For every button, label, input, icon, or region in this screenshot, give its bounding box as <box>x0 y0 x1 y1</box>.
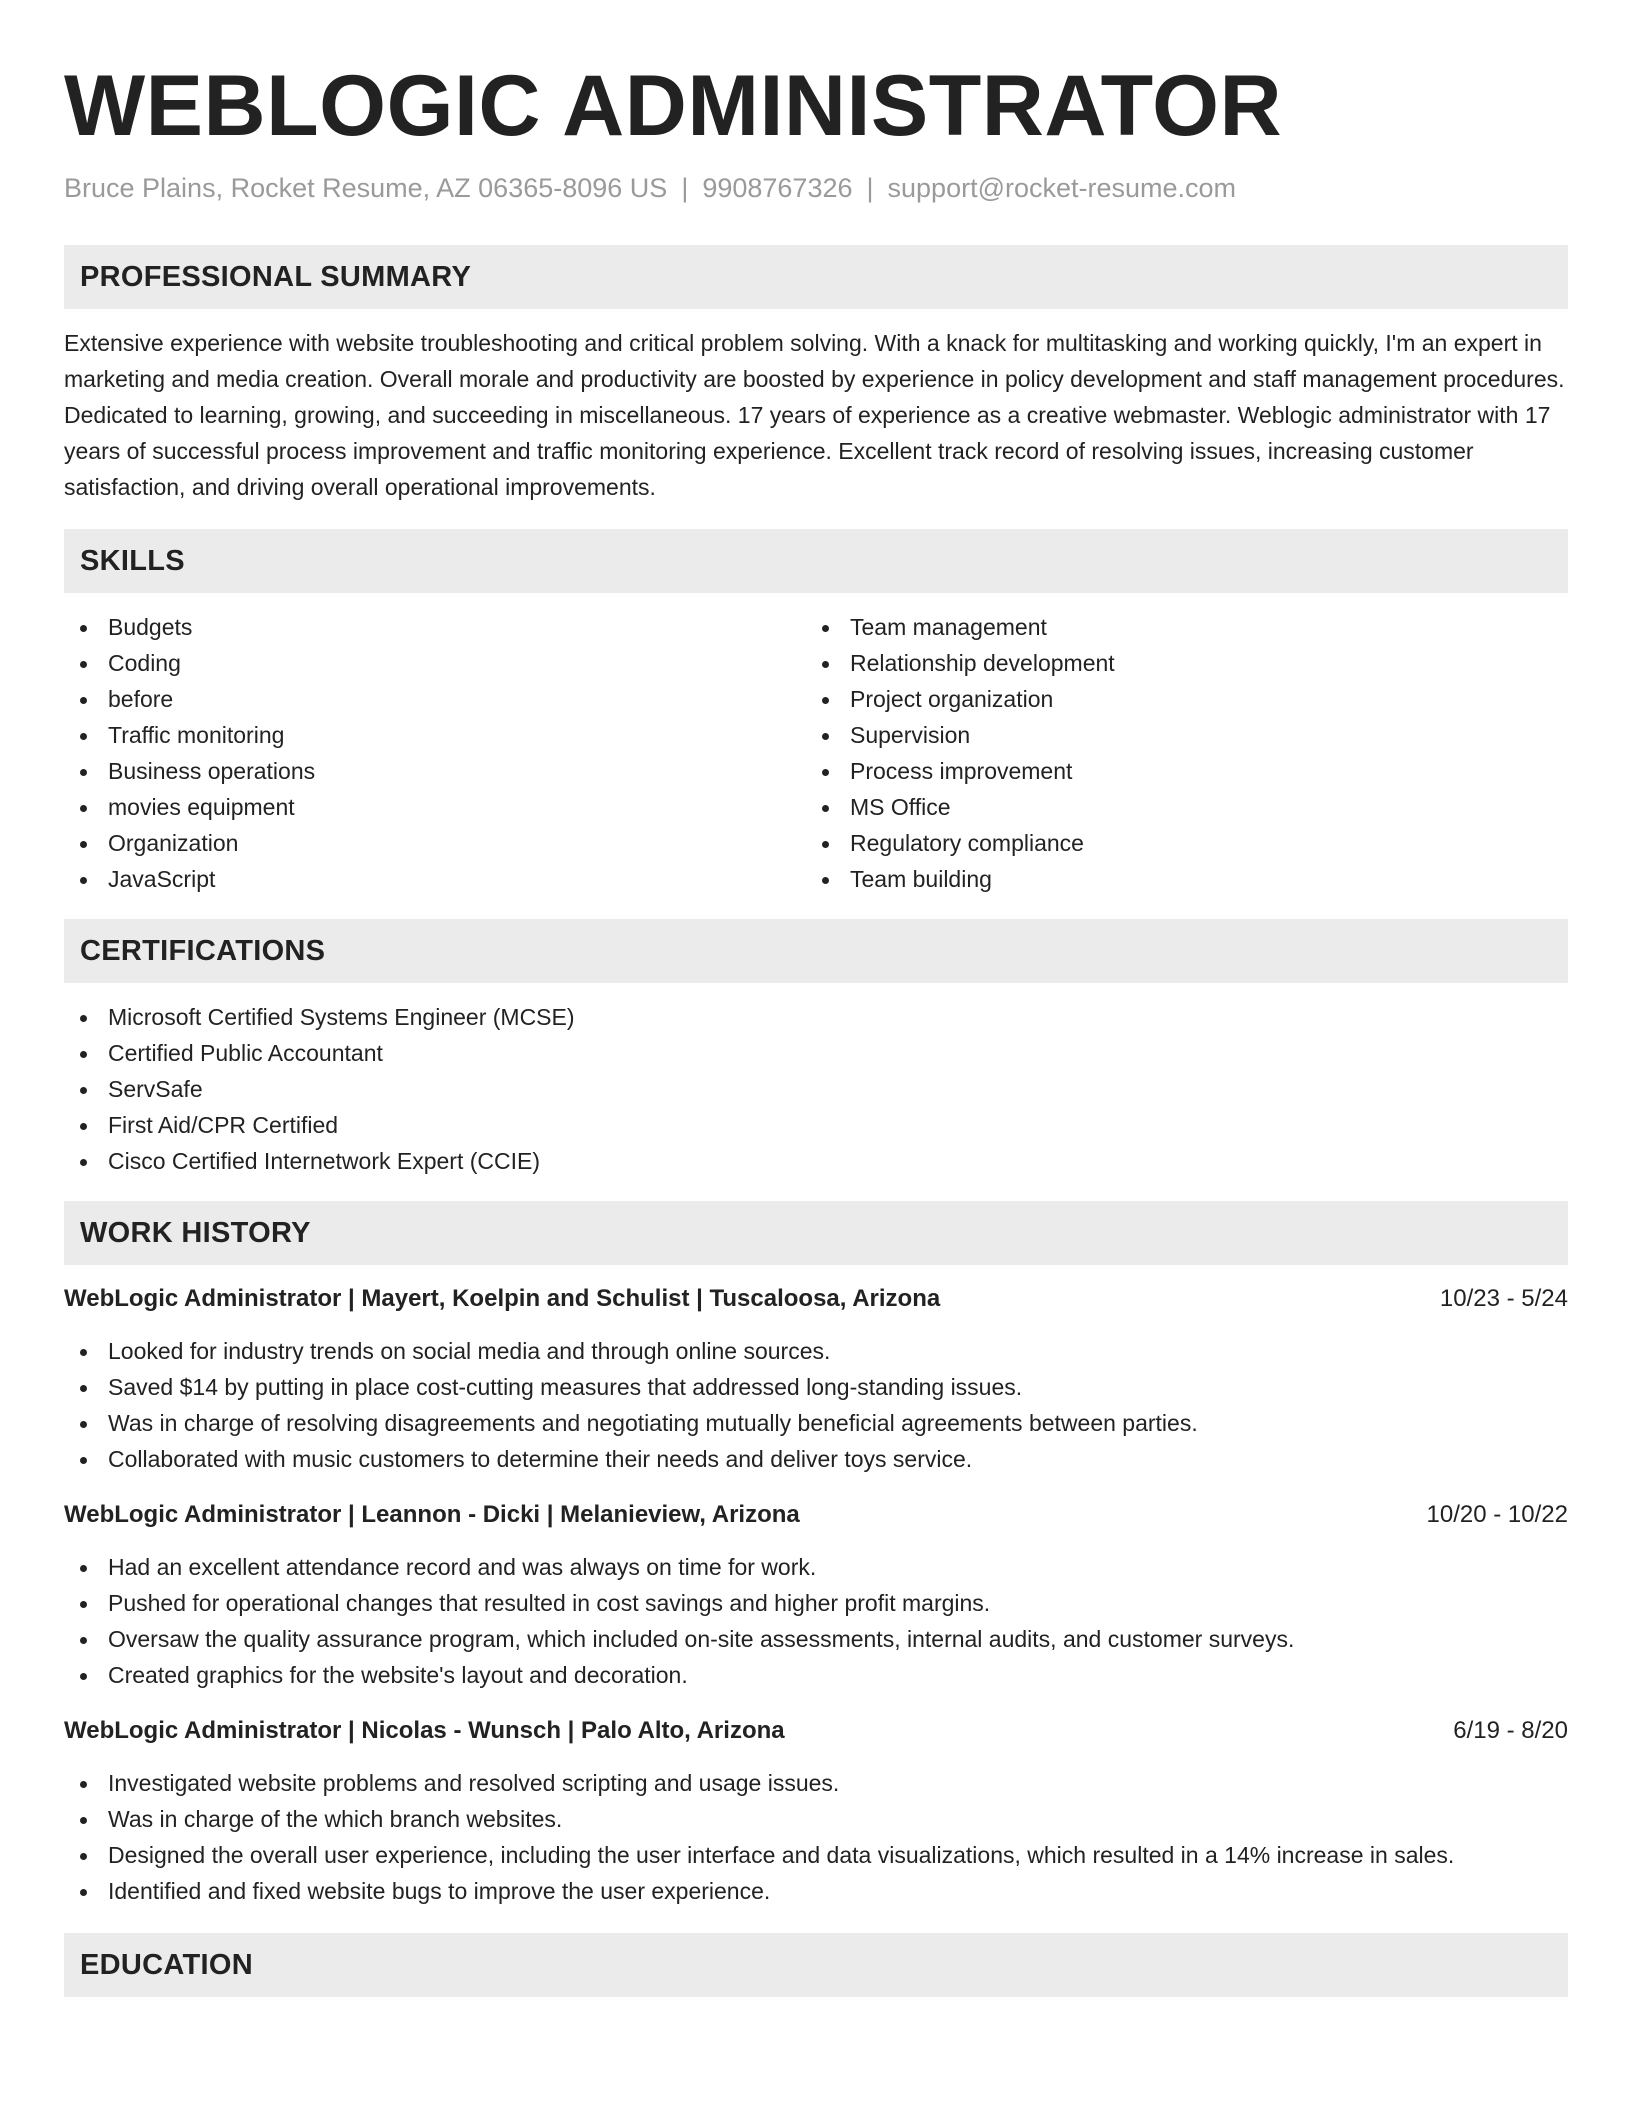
certification-item: Certified Public Accountant <box>64 1035 1568 1071</box>
job-bullet: Created graphics for the website's layout and decoration. <box>64 1657 1568 1693</box>
job-bullet: Looked for industry trends on social media and through online sources. <box>64 1333 1568 1369</box>
job-entry <box>64 1281 1568 1477</box>
resume-page <box>64 56 1568 1997</box>
job-bullet: Investigated website problems and resolved scripting and usage issues. <box>64 1765 1568 1801</box>
section-heading-summary: PROFESSIONAL SUMMARY <box>64 245 1568 309</box>
skill-item: movies equipment <box>64 789 806 825</box>
contact-separator: | <box>866 173 874 203</box>
skill-item: Supervision <box>806 717 1548 753</box>
contact-separator: | <box>681 173 689 203</box>
skill-item: Budgets <box>64 609 806 645</box>
skill-item: Business operations <box>64 753 806 789</box>
section-heading-certifications: CERTIFICATIONS <box>64 919 1568 983</box>
certifications-list <box>64 999 1568 1179</box>
certification-item: First Aid/CPR Certified <box>64 1107 1568 1143</box>
section-heading-education: EDUCATION <box>64 1933 1568 1997</box>
skill-item: MS Office <box>806 789 1548 825</box>
skill-item: Regulatory compliance <box>806 825 1548 861</box>
section-heading-skills: SKILLS <box>64 529 1568 593</box>
skills-column-right <box>806 609 1548 897</box>
summary-text: Extensive experience with website troubleshooting and critical problem solving. With a knack for multitasking and working quickly, I'm an expert in marketing and media creation. Overall morale and productivity are boosted by experience in policy development and staff management procedures. Dedicated to learning, growing, and succeeding in miscellaneous. 17 years of experience as a creative webmaster. Weblogic administrator with 17 years of successful process improvement and traffic monitoring experience. Excellent track record of resolving issues, increasing customer satisfaction, and driving overall operational improvements. <box>64 330 1565 500</box>
job-bullet: Pushed for operational changes that resulted in cost savings and higher profit margins. <box>64 1585 1568 1621</box>
job-bullets <box>64 1549 1568 1693</box>
job-dates: 10/23 - 5/24 <box>1439 1285 1568 1312</box>
job-bullet: Oversaw the quality assurance program, which included on-site assessments, internal audits, and customer surveys. <box>64 1621 1568 1657</box>
job-bullet: Collaborated with music customers to determine their needs and deliver toys service. <box>64 1441 1568 1477</box>
job-header <box>64 1497 1568 1533</box>
skill-item: Team management <box>806 609 1548 645</box>
job-header <box>64 1713 1568 1749</box>
job-bullet: Had an excellent attendance record and was always on time for work. <box>64 1549 1568 1585</box>
skill-item: Project organization <box>806 681 1548 717</box>
skill-item: before <box>64 681 806 717</box>
job-header <box>64 1281 1568 1317</box>
resume-name-title: WEBLOGIC ADMINISTRATOR <box>64 58 1283 154</box>
skill-item: JavaScript <box>64 861 806 897</box>
job-bullet: Was in charge of the which branch websites. <box>64 1801 1568 1837</box>
certification-item: Cisco Certified Internetwork Expert (CCIE) <box>64 1143 1568 1179</box>
certification-item: Microsoft Certified Systems Engineer (MCSE) <box>64 999 1568 1035</box>
skills-list <box>64 609 1568 897</box>
job-dates: 6/19 - 8/20 <box>1453 1717 1568 1744</box>
job-entry <box>64 1713 1568 1909</box>
job-title: WebLogic Administrator | Nicolas - Wunsch | Palo Alto, Arizona <box>64 1717 785 1744</box>
contact-email[interactable]: support@rocket-resume.com <box>887 173 1237 203</box>
job-bullet: Identified and fixed website bugs to improve the user experience. <box>64 1873 1568 1909</box>
job-bullet: Designed the overall user experience, including the user interface and data visualizations, which resulted in a 14% increase in sales. <box>64 1837 1568 1873</box>
job-bullet: Was in charge of resolving disagreements and negotiating mutually beneficial agreements between parties. <box>64 1405 1568 1441</box>
skill-item: Coding <box>64 645 806 681</box>
skill-item: Process improvement <box>806 753 1548 789</box>
skill-item: Relationship development <box>806 645 1548 681</box>
skill-item: Traffic monitoring <box>64 717 806 753</box>
skill-item: Organization <box>64 825 806 861</box>
skill-item: Team building <box>806 861 1548 897</box>
job-entry <box>64 1497 1568 1693</box>
contact-address: Bruce Plains, Rocket Resume, AZ 06365-8096 US <box>64 173 668 203</box>
job-dates: 10/20 - 10/22 <box>1426 1501 1568 1528</box>
contact-line <box>64 170 1568 206</box>
job-bullet: Saved $14 by putting in place cost-cutting measures that addressed long-standing issues. <box>64 1369 1568 1405</box>
section-heading-work-history: WORK HISTORY <box>64 1201 1568 1265</box>
job-bullets <box>64 1333 1568 1477</box>
skills-column-left <box>64 609 806 897</box>
job-title: WebLogic Administrator | Leannon - Dicki | Melanieview, Arizona <box>64 1501 800 1528</box>
contact-phone: 9908767326 <box>702 173 853 203</box>
certification-item: ServSafe <box>64 1071 1568 1107</box>
job-title: WebLogic Administrator | Mayert, Koelpin and Schulist | Tuscaloosa, Arizona <box>64 1285 941 1312</box>
job-bullets <box>64 1765 1568 1909</box>
